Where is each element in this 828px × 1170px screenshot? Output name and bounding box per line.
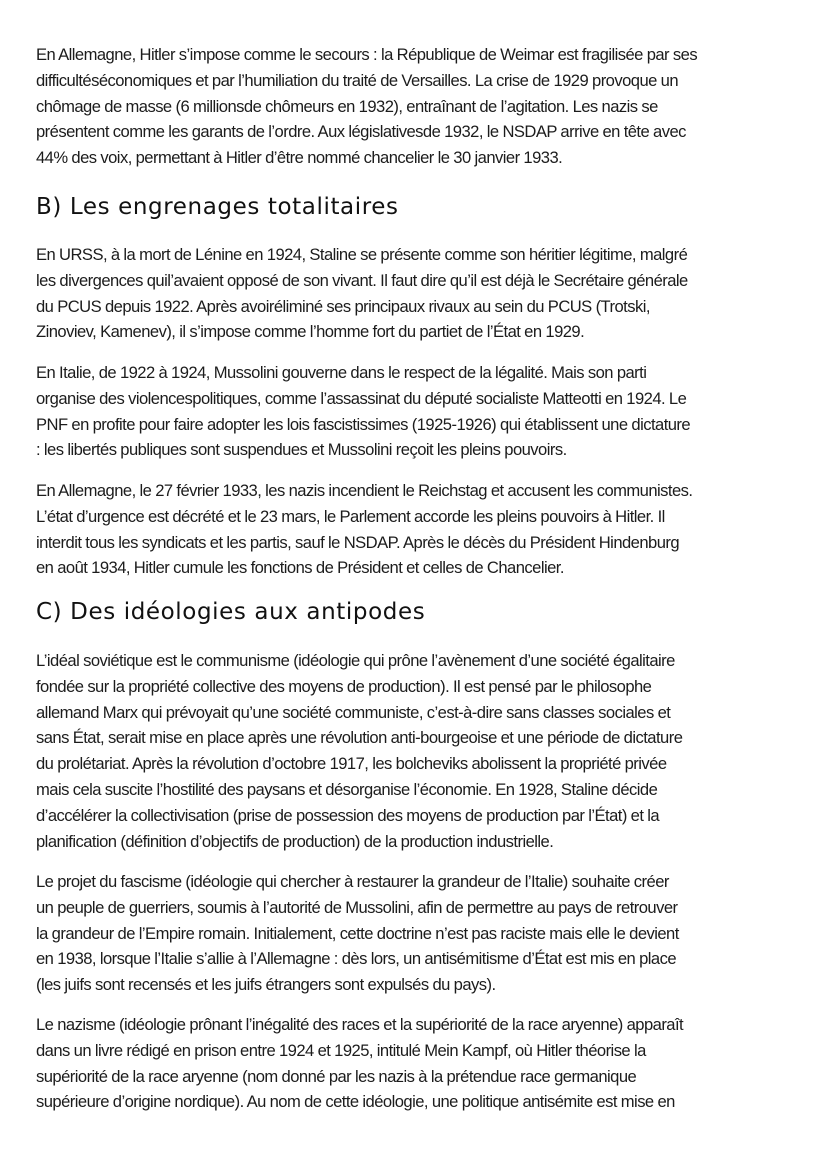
- text-line: chômage de masse (6 millionsde chômeurs en 1932), entraînant de l’agitation. Les nazis se: [36, 96, 658, 116]
- text-line: allemand Marx qui prévoyait qu’une société communiste, c’est-à-dire sans classes sociales et: [36, 702, 671, 722]
- text-line: difficultéséconomiques et par l’humiliation du traité de Versailles. La crise de 1929 provoque un: [36, 70, 679, 90]
- text-line: en août 1934, Hitler cumule les fonctions de Président et celles de Chancelier.: [36, 558, 564, 578]
- text-line: organise des violencespolitiques, comme l’assassinat du député socialiste Matteotti en 1924. Le: [36, 388, 687, 408]
- paragraph-weimar-crisis: [36, 42, 816, 171]
- text-line: du prolétariat. Après la révolution d’octobre 1917, les bolcheviks abolissent la propriété privée: [36, 754, 667, 774]
- text-line: les divergences quil’avaient opposé de son vivant. Il faut dire qu’il est déjà le Secrétaire générale: [36, 270, 688, 290]
- text-line: (les juifs sont recensés et les juifs étrangers sont expulsés du pays).: [36, 975, 496, 995]
- text-line: présentent comme les garants de l’ordre. Aux législativesde 1932, le NSDAP arrive en tête avec: [36, 122, 686, 142]
- text-line: fondée sur la propriété collective des moyens de production). Il est pensé par le philosophe: [36, 676, 652, 696]
- text-line: supériorité de la race aryenne (nom donné par les nazis à la prétendue race germanique: [36, 1066, 637, 1086]
- text-line: sans État, serait mise en place après une révolution anti-bourgeoise et une période de dictature: [36, 728, 683, 748]
- text-line: un peuple de guerriers, soumis à l’autorité de Mussolini, afin de permettre au pays de retrouver: [36, 897, 678, 917]
- text-line: Le projet du fascisme (idéologie qui chercher à restaurer la grandeur de l’Italie) souhaite créer: [36, 872, 669, 891]
- text-line: En URSS, à la mort de Lénine en 1924, Staline se présente comme son héritier légitime, malgré: [36, 245, 688, 264]
- paragraph-nazisme: [36, 1012, 816, 1115]
- text-line: supérieure d’origine nordique). Au nom de cette idéologie, une politique antisémite est mise en: [36, 1092, 675, 1112]
- paragraph-allemagne-reichstag: [36, 478, 816, 581]
- section-heading-b: B) Les engrenages totalitaires: [36, 194, 399, 220]
- text-line: 44% des voix, permettant à Hitler d’être nommé chancelier le 30 janvier 1933.: [36, 148, 563, 168]
- text-line: L’état d’urgence est décrété et le 23 mars, le Parlement accorde les pleins pouvoirs à Hitler. Il: [36, 506, 665, 526]
- text-line: En Allemagne, Hitler s’impose comme le secours : la République de Weimar est fragilisée par ses: [36, 45, 698, 64]
- text-line: PNF en profite pour faire adopter les lois fascistissimes (1925-1926) qui établissent une dictature: [36, 414, 691, 434]
- text-line: la grandeur de l’Empire romain. Initialement, cette doctrine n’est pas raciste mais elle le devient: [36, 923, 679, 943]
- paragraph-italie-mussolini: [36, 360, 816, 463]
- section-heading-c: C) Des idéologies aux antipodes: [36, 599, 426, 625]
- text-line: L’idéal soviétique est le communisme (idéologie qui prône l’avènement d’une société égalitaire: [36, 651, 675, 670]
- text-line: planification (définition d’objectifs de production) de la production industrielle.: [36, 831, 554, 851]
- text-line: d’accélérer la collectivisation (prise de possession des moyens de production par l’État) et la: [36, 805, 660, 825]
- paragraph-communisme: [36, 648, 816, 854]
- paragraph-fascisme: [36, 869, 816, 998]
- text-line: En Allemagne, le 27 février 1933, les nazis incendient le Reichstag et accusent les communistes.: [36, 481, 693, 500]
- text-line: En Italie, de 1922 à 1924, Mussolini gouverne dans le respect de la légalité. Mais son parti: [36, 363, 647, 382]
- text-line: Le nazisme (idéologie prônant l’inégalité des races et la supériorité de la race aryenne) apparaît: [36, 1015, 684, 1034]
- text-line: du PCUS depuis 1922. Après avoiréliminé ses principaux rivaux au sein du PCUS (Trotski,: [36, 296, 650, 316]
- text-line: Zinoviev, Kamenev), il s’impose comme l’homme fort du partiet de l’État en 1929.: [36, 322, 585, 342]
- text-line: en 1938, lorsque l’Italie s’allie à l’Allemagne : dès lors, un antisémitisme d’État est mis en place: [36, 949, 677, 969]
- paragraph-urss-staline: [36, 242, 816, 345]
- text-line: : les libertés publiques sont suspendues et Mussolini reçoit les pleins pouvoirs.: [36, 440, 567, 460]
- text-line: dans un livre rédigé en prison entre 1924 et 1925, intitulé Mein Kampf, où Hitler théorise la: [36, 1040, 646, 1060]
- text-line: interdit tous les syndicats et les partis, sauf le NSDAP. Après le décès du Président Hindenburg: [36, 532, 680, 552]
- text-line: mais cela suscite l’hostilité des paysans et désorganise l’économie. En 1928, Staline décide: [36, 779, 658, 799]
